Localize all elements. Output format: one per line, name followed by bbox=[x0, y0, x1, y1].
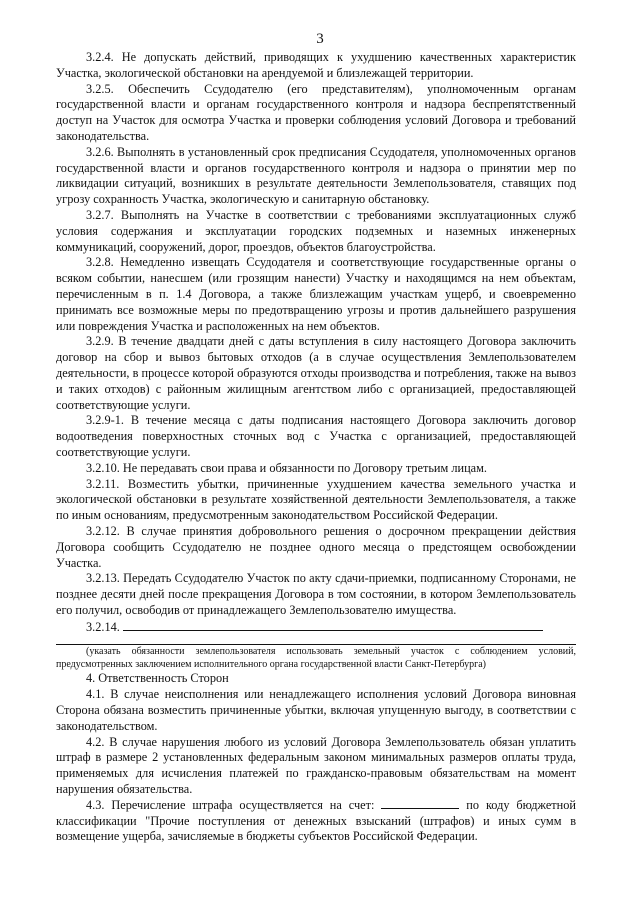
clause-4-2: 4.2. В случае нарушения любого из условий Договора Землепользователь обязан уплатить штраф в размере 2 установленных федеральным законом минимальных размеров оплаты труда, применяемых для исчисления платежей по гражданско-правовым обязательствам на момент нарушения обязательства. bbox=[56, 734, 576, 797]
clause-3-2-10: 3.2.10. Не передавать свои права и обязанности по Договору третьим лицам. bbox=[86, 460, 487, 475]
clause-3-2-8: 3.2.8. Немедленно извещать Ссудодателя и соответствующие государственные органы о всяком событии, нанесшем (или грозящим нанести) Участку и находящимся на нем объектам, перечисленным в п. 1.4 Договора, а также близлежащим участкам ущерб, и своевременно принимать все возможные меры по предотвращению угрозы и против дальнейшего разрушения или повреждения Участка и расположенных на нем объектов. bbox=[56, 255, 576, 333]
clause-4-3-start: 4.3. Перечисление штрафа осуществляется на счет: bbox=[86, 797, 375, 812]
clause-3-2-9-1: 3.2.9-1. В течение месяца с даты подписания настоящего Договора заключить договор водоотведения поверхностных сточных вод с Участка с организацией, предоставляющей соответствующие услуги. bbox=[56, 413, 576, 459]
section-4-title: 4. Ответственность Сторон bbox=[86, 671, 229, 686]
clause-3-2-13: 3.2.13. Передать Ссудодателю Участок по акту сдачи-приемки, подписанному Сторонами, не позднее десяти дней после прекращения Договора в том состоянии, в котором Землепользователь его получил, освободив от принадлежащего Землепользователю имущества. bbox=[56, 571, 576, 617]
fill-in-line bbox=[123, 619, 543, 631]
clause-3-2-14-label: 3.2.14. bbox=[86, 619, 120, 634]
account-blank bbox=[381, 798, 459, 809]
clause-3-2-5: 3.2.5. Обеспечить Ссудодателю (его представителям), уполномоченным органам государственной власти и органам государственного контроля и надзора беспрепятственный доступ на Участок для осмотра Участка и проверки соблюдения условий Договора и требований законодательства. bbox=[56, 81, 576, 143]
clause-4-1: 4.1. В случае неисполнения или ненадлежащего исполнения условий Договора виновная Сторона обязана возместить причиненные убытки, включая упущенную выгоду, в соответствии с законодательством. bbox=[56, 687, 576, 733]
clause-4-3-end: по коду бюджетной классификации "Прочие поступления от денежных взысканий (штрафов) и иных сумм в возмещение ущерба, зачисляемые в бюджеты субъектов Российской Федерации. bbox=[56, 797, 576, 844]
clause-3-2-7: 3.2.7. Выполнять на Участке в соответствии с требованиями эксплуатационных служб условия содержания и эксплуатации городских подземных и наземных инженерных коммуникаций, сооружений, дорог, проездов, объектов благоустройства. bbox=[56, 207, 576, 254]
clause-3-2-6: 3.2.6. Выполнять в установленный срок предписания Ссудодателя, уполномоченных органов государственной власти и органов государственного контроля и надзора о принятии мер по ликвидации ситуаций, возникших в результате деятельности Землепользователя, ставящих под угрозу сохранность Участка, экологическую и санитарную обстановку. bbox=[56, 144, 576, 207]
clause-3-2-14 bbox=[56, 619, 576, 636]
page-number: 3 bbox=[316, 31, 324, 47]
document-body bbox=[56, 50, 576, 845]
footnote-instruction: (указать обязанности землепользователя использовать земельный участок с соблюдением условий, предусмотренных заключением исполнительного органа государственной власти Санкт-Петербурга) bbox=[56, 646, 576, 671]
clause-4-3 bbox=[56, 798, 576, 845]
clause-3-2-9: 3.2.9. В течение двадцати дней с даты вступления в силу настоящего Договора заключить договор на сбор и вывоз бытовых отходов (а в случае осуществления Землепользователем деятельности, в процессе которой образуются отходы производства и потребления, также на вывоз и таких отходов) с районным жилищным агентством либо с организацией, предоставляющей соответствующие услуги. bbox=[56, 334, 576, 412]
clause-3-2-11: 3.2.11. Возместить убытки, причиненные ухудшением качества земельного участка и экологической обстановки в результате хозяйственной деятельности Землепользователя, а также по иным основаниям, предусмотренным законодательством Российской Федерации. bbox=[56, 476, 576, 523]
clause-3-2-12: 3.2.12. В случае принятия добровольного решения о досрочном прекращении действия Договора сообщить Ссудодателю не позднее одного месяца о предстоящем освобождении Участка. bbox=[56, 523, 576, 570]
clause-3-2-4: 3.2.4. Не допускать действий, приводящих к ухудшению качественных характеристик Участка, экологической обстановки на арендуемой и близлежащей территории. bbox=[56, 50, 576, 80]
